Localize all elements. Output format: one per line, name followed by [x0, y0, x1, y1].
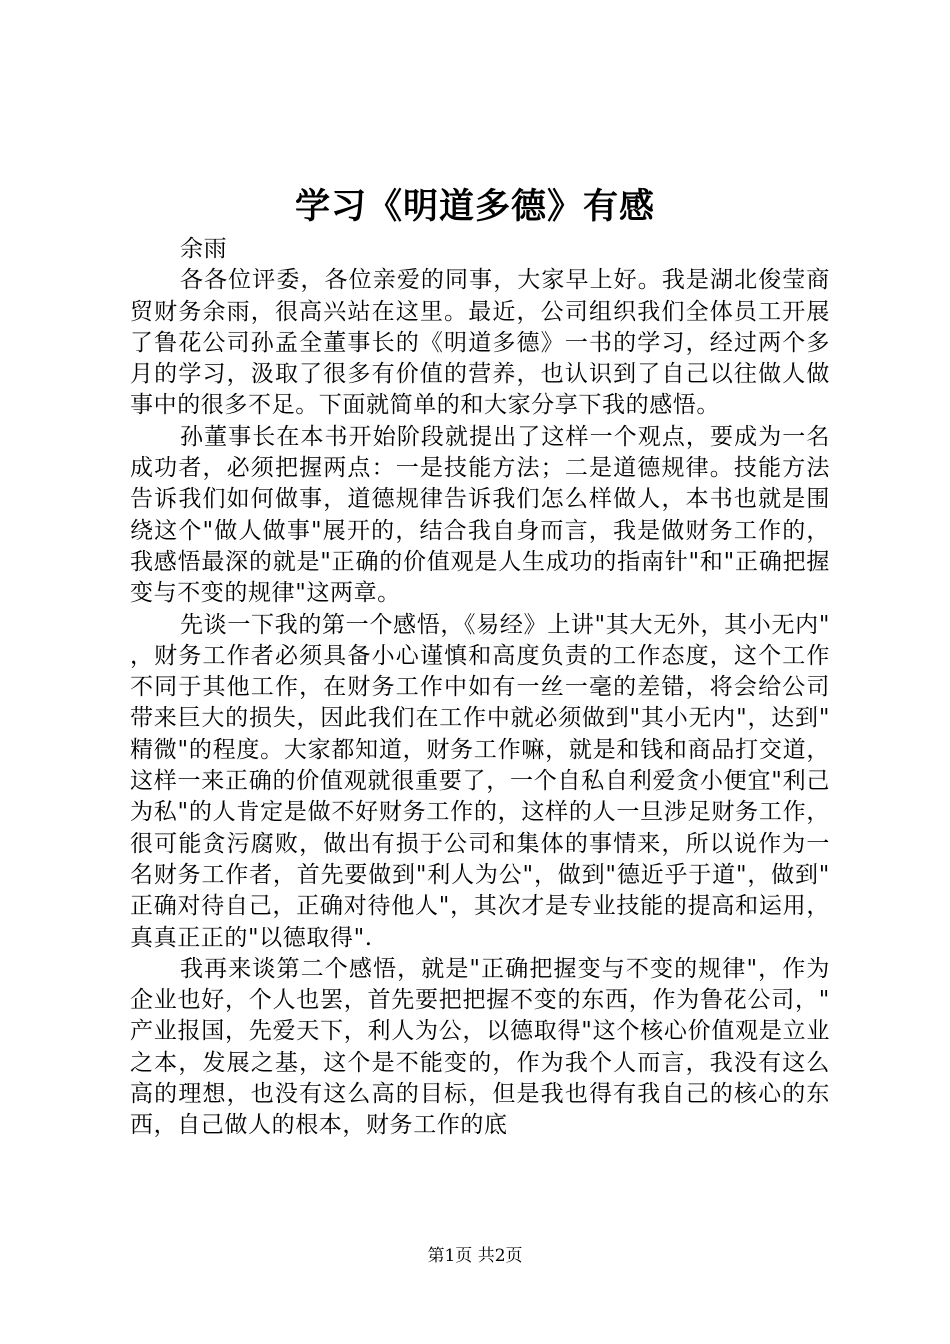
author-name: 余雨: [180, 236, 228, 262]
document-title: 学习《明道多德》有感: [294, 186, 655, 227]
page-footer: 第1页 共2页: [427, 1246, 523, 1266]
paragraph-1: 各各位评委，各位亲爱的同事，大家早上好。我是湖北俊莹商贸财务余雨，很高兴站在这里。最近，公司组织我们全体员工开展了鲁花公司孙孟全董事长的《明道多德》一书的学习，经过两个多月的学习，汲取了很多有价值的营养，也认识到了自己以往做人做事中的很多不足。下面就简单的和大家分享下我的感悟。: [130, 267, 830, 419]
paragraph-4: 我再来谈第二个感悟，就是"正确把握变与不变的规律"，作为企业也好，个人也罢，首先要把把握不变的东西，作为鲁花公司，"产业报国，先爱天下，利人为公，以德取得"这个核心价值观是立业之本，发展之基，这个是不能变的，作为我个人而言，我没有这么高的理想，也没有这么高的目标，但是我也得有我自己的核心的东西，自己做人的根本，财务工作的底: [130, 955, 830, 1139]
paragraph-3: 先谈一下我的第一个感悟，《易经》上讲"其大无外，其小无内"，财务工作者必须具备小心谨慎和高度负责的工作态度，这个工作不同于其他工作，在财务工作中如有一丝一毫的差错，将会给公司带来巨大的损失，因此我们在工作中就必须做到"其小无内"，达到"精微"的程度。大家都知道，财务工作嘛，就是和钱和商品打交道，这样一来正确的价值观就很重要了，一个自私自利爱贪小便宜"利己为私"的人肯定是做不好财务工作的，这样的人一旦涉足财务工作，很可能贪污腐败，做出有损于公司和集体的事情来，所以说作为一名财务工作者，首先要做到"利人为公"，做到"德近乎于道"，做到"正确对待自己，正确对待他人"，其次才是专业技能的提高和运用，真真正正的"以德取得".: [130, 611, 830, 951]
document-body: [130, 234, 830, 1142]
paragraph-2: 孙董事长在本书开始阶段就提出了这样一个观点，要成为一名成功者，必须把握两点：一是技能方法；二是道德规律。技能方法告诉我们如何做事，道德规律告诉我们怎么样做人，本书也就是围绕这个"做人做事"展开的，结合我自身而言，我是做财务工作的，我感悟最深的就是"正确的价值观是人生成功的指南针"和"正确把握变与不变的规律"这两章。: [130, 423, 830, 607]
